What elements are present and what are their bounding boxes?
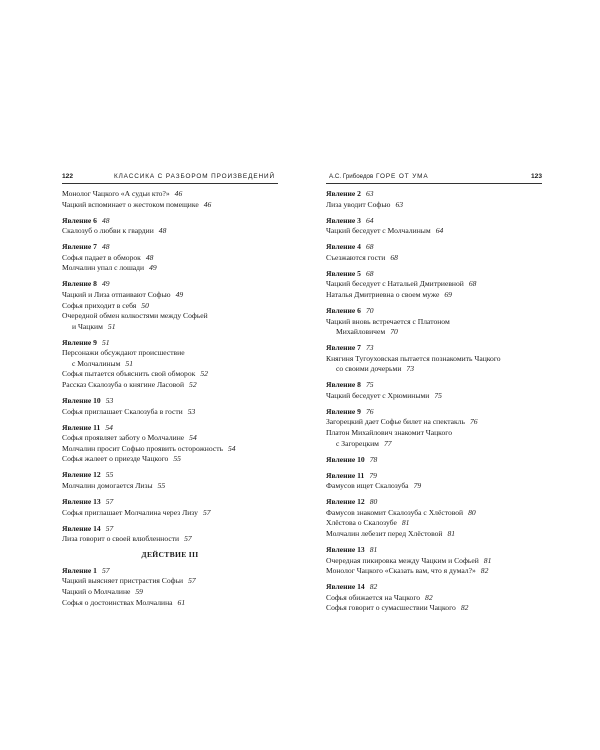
- scene-heading: [62, 279, 278, 290]
- entry-page-number: 80: [468, 507, 476, 517]
- entry-page-number: 61: [177, 597, 186, 607]
- scene-heading: [326, 455, 542, 466]
- entry-text: Молчалин лебезит перед Хлёстовой: [326, 528, 443, 538]
- toc-entry: [62, 454, 278, 465]
- entry-text: Княгиня Тугоуховская пытается познакомить Чацкого: [326, 353, 501, 363]
- toc-entry: [326, 364, 542, 375]
- entry-text: с Молчалиным: [72, 358, 121, 368]
- entry-text: Молчалин домогается Лизы: [62, 480, 153, 490]
- entry-page-number: 69: [444, 289, 452, 299]
- entry-text: Явление 3: [326, 215, 361, 225]
- entry-page-number: 55: [173, 454, 181, 464]
- scene-heading: [326, 306, 542, 317]
- entry-page-number: 82: [480, 566, 489, 576]
- entry-page-number: 52: [189, 380, 197, 390]
- entry-text: Софья пытается объяснить свой обморок: [62, 369, 196, 379]
- toc-entry: [326, 200, 542, 211]
- toc-entry: [62, 433, 278, 444]
- entry-text: Явление 1: [62, 565, 97, 575]
- toc-entry: [326, 226, 542, 237]
- entry-page-number: 68: [365, 242, 374, 252]
- toc-entry: [62, 587, 278, 598]
- entry-text: Чацкий вновь встречается с Платоном: [326, 316, 450, 326]
- entry-text: Явление 13: [62, 496, 101, 506]
- entry-page-number: 73: [406, 364, 414, 374]
- entry-text: Лиза уводит Софью: [326, 199, 391, 209]
- entry-text: со своими дочерьми: [336, 364, 402, 374]
- entry-page-number: 64: [365, 215, 374, 225]
- entry-text: ДЕЙСТВИЕ III: [141, 549, 199, 559]
- entry-text: Михайловичем: [336, 327, 386, 337]
- entry-page-number: 76: [365, 406, 374, 416]
- scene-heading: [62, 470, 278, 481]
- left-page: [62, 172, 278, 608]
- entry-text: Явление 5: [326, 268, 361, 278]
- toc-entry: [62, 226, 278, 237]
- toc-entry: [62, 290, 278, 301]
- entry-page-number: 57: [184, 534, 192, 544]
- toc-entry: [62, 369, 278, 380]
- toc-entry: [62, 576, 278, 587]
- entry-page-number: 55: [157, 480, 166, 490]
- toc-entry: [326, 354, 542, 365]
- entry-text: Явление 12: [326, 497, 365, 507]
- book-title: ГОРЕ ОТ УМА: [375, 173, 429, 180]
- entry-text: с Загорецким: [336, 438, 379, 448]
- entry-text: Явление 8: [62, 279, 97, 289]
- entry-page-number: 63: [395, 199, 404, 209]
- entry-page-number: 79: [413, 481, 422, 491]
- entry-page-number: 57: [105, 496, 114, 506]
- entry-text: Очередной обмен колкостями между Софьей: [62, 311, 208, 321]
- scene-heading: [326, 545, 542, 556]
- entry-page-number: 49: [149, 263, 157, 273]
- entry-page-number: 59: [135, 586, 143, 596]
- toc-entry: [326, 417, 542, 428]
- entry-page-number: 81: [483, 555, 492, 565]
- entry-page-number: 77: [383, 438, 392, 448]
- entry-text: Наталья Дмитриевна о своем муже: [326, 289, 440, 299]
- entry-text: и Чацким: [72, 321, 103, 331]
- entry-text: Явление 9: [62, 337, 97, 347]
- running-head-title-left: КЛАССИКА С РАЗБОРОМ ПРОИЗВЕДЕНИЙ: [113, 173, 275, 180]
- entry-text: Хлёстова о Скалозубе: [326, 518, 397, 528]
- entry-page-number: 51: [107, 321, 116, 331]
- entry-page-number: 48: [101, 215, 110, 225]
- act-heading: [62, 550, 278, 561]
- toc-entry: [326, 593, 542, 604]
- entry-page-number: 50: [141, 300, 149, 310]
- toc-entry: [326, 508, 542, 519]
- entry-page-number: 79: [369, 470, 377, 480]
- entry-page-number: 81: [447, 528, 456, 538]
- entry-text: Явление 4: [326, 242, 361, 252]
- entry-page-number: 63: [365, 189, 374, 198]
- scene-heading: [326, 216, 542, 227]
- running-head-right: [326, 172, 542, 184]
- entry-text: Явление 6: [326, 305, 361, 315]
- toc-entry: [62, 508, 278, 519]
- entry-text: Фамусов ищет Скалозуба: [326, 481, 409, 491]
- entry-page-number: 54: [228, 443, 236, 453]
- scene-heading: [326, 407, 542, 418]
- entry-page-number: 48: [158, 226, 167, 236]
- entry-text: Явление 7: [326, 343, 361, 353]
- entry-page-number: 81: [401, 518, 410, 528]
- toc-entry: [326, 428, 542, 439]
- toc-entry: [62, 359, 278, 370]
- entry-text: Монолог Чацкого «А судьи кто?»: [62, 189, 170, 198]
- entry-page-number: 46: [174, 189, 183, 198]
- entry-page-number: 70: [390, 327, 398, 337]
- entry-text: Молчалин просит Софью проявить осторожность: [62, 443, 223, 453]
- toc-entry: [326, 253, 542, 264]
- running-head-title-right: [329, 172, 429, 182]
- entry-page-number: 73: [365, 343, 374, 353]
- entry-text: Явление 10: [326, 454, 365, 464]
- entry-text: Чацкий выясняет пристрастия Софьи: [62, 576, 184, 586]
- entry-text: Чацкий беседует с Хрюмиными: [326, 390, 430, 400]
- entry-text: Загорецкий дает Софье билет на спектакль: [326, 417, 465, 427]
- entry-text: Явление 13: [326, 544, 365, 554]
- entry-text: Съезжаются гости: [326, 252, 386, 262]
- entry-page-number: 82: [369, 582, 378, 592]
- entry-page-number: 68: [468, 279, 477, 289]
- toc-entry: [62, 348, 278, 359]
- entry-page-number: 57: [101, 565, 110, 575]
- entry-text: Очередная пикировка между Чацким и Софьей: [326, 555, 479, 565]
- entry-text: Софья приглашает Скалозуба в гости: [62, 406, 183, 416]
- entry-text: Софья о достоинствах Молчалина: [62, 597, 173, 607]
- entry-text: Явление 9: [326, 406, 361, 416]
- entry-text: Чацкий вспоминает о жестоком помещике: [62, 199, 199, 209]
- entry-page-number: 75: [365, 380, 374, 390]
- toc-entry: [326, 518, 542, 529]
- entry-page-number: 57: [202, 507, 211, 517]
- entry-text: Чацкий беседует с Натальей Дмитриевной: [326, 279, 464, 289]
- scene-heading: [326, 497, 542, 508]
- toc-entry: [62, 444, 278, 455]
- entry-page-number: 57: [105, 523, 114, 533]
- toc-entry: [62, 311, 278, 322]
- entry-page-number: 76: [469, 417, 478, 427]
- entry-text: Явление 14: [326, 582, 365, 592]
- entry-page-number: 54: [189, 433, 197, 443]
- entry-page-number: 48: [145, 252, 154, 262]
- entry-text: Скалозуб о любви к гвардии: [62, 226, 154, 236]
- toc-entry: [326, 529, 542, 540]
- scene-heading: [62, 338, 278, 349]
- entry-text: Софья говорит о сумасшествии Чацкого: [326, 603, 456, 613]
- entry-text: Софья проявляет заботу о Молчалине: [62, 433, 185, 443]
- page-number-left: 122: [62, 173, 74, 180]
- entry-text: Явление 10: [62, 396, 101, 406]
- entry-text: Чацкий беседует с Молчалиным: [326, 226, 431, 236]
- entry-text: Софья приглашает Молчалина через Лизу: [62, 507, 198, 517]
- entry-page-number: 51: [125, 358, 133, 368]
- toc-entry: [62, 189, 278, 200]
- entry-page-number: 70: [365, 305, 374, 315]
- toc-entry: [326, 279, 542, 290]
- entry-page-number: 68: [365, 268, 374, 278]
- entry-text: Фамусов знакомит Скалозуба с Хлёстовой: [326, 507, 464, 517]
- toc-entry: [326, 327, 542, 338]
- toc-entry: [62, 263, 278, 274]
- toc-entry: [62, 534, 278, 545]
- entry-text: Софья падает в обморок: [62, 252, 141, 262]
- entry-page-number: 53: [105, 396, 114, 406]
- toc-entry: [326, 556, 542, 567]
- toc-entry: [62, 301, 278, 312]
- scene-heading: [326, 242, 542, 253]
- scene-heading: [62, 242, 278, 253]
- toc-list-right: [326, 189, 542, 614]
- entry-page-number: 46: [203, 199, 212, 209]
- toc-entry: [62, 407, 278, 418]
- toc-entry: [326, 391, 542, 402]
- toc-entry: [62, 322, 278, 333]
- entry-text: Рассказ Скалозуба о княгине Ласовой: [62, 380, 185, 390]
- entry-page-number: 80: [369, 497, 378, 507]
- entry-page-number: 68: [390, 252, 398, 262]
- scene-heading: [62, 497, 278, 508]
- scene-heading: [62, 396, 278, 407]
- entry-text: Софья обижается на Чацкого: [326, 592, 421, 602]
- entry-page-number: 52: [200, 369, 208, 379]
- scene-heading: [326, 380, 542, 391]
- toc-entry: [62, 481, 278, 492]
- entry-text: Чацкий и Лиза отпаивают Софью: [62, 289, 171, 299]
- entry-text: Монолог Чацкого «Сказать вам, что я думал?»: [326, 566, 476, 576]
- scene-heading: [62, 216, 278, 227]
- entry-page-number: 48: [101, 242, 110, 252]
- toc-entry: [62, 380, 278, 391]
- running-head-left: [62, 172, 278, 184]
- entry-text: Явление 12: [62, 470, 101, 480]
- entry-text: Явление 2: [326, 189, 361, 198]
- entry-page-number: 53: [187, 406, 196, 416]
- scene-heading: [62, 566, 278, 577]
- entry-page-number: 57: [188, 576, 196, 586]
- entry-page-number: 55: [105, 470, 114, 480]
- toc-entry: [62, 253, 278, 264]
- author-name: А.С. Грибоедов: [329, 173, 374, 180]
- entry-page-number: 54: [105, 422, 113, 432]
- entry-page-number: 78: [369, 454, 378, 464]
- entry-page-number: 64: [435, 226, 444, 236]
- toc-entry: [326, 566, 542, 577]
- toc-entry: [326, 290, 542, 301]
- page-number-right: 123: [530, 173, 542, 180]
- entry-text: Софья жалеет о приезде Чацкого: [62, 454, 169, 464]
- toc-entry: [326, 481, 542, 492]
- scene-heading: [326, 582, 542, 593]
- scene-heading: [326, 269, 542, 280]
- entry-text: Молчалин упал с лошади: [62, 263, 145, 273]
- entry-page-number: 81: [369, 544, 378, 554]
- scene-heading: [326, 343, 542, 354]
- toc-entry: [62, 598, 278, 609]
- entry-page-number: 49: [101, 279, 110, 289]
- entry-page-number: 82: [425, 592, 433, 602]
- entry-text: Чацкий о Молчалине: [62, 586, 131, 596]
- entry-page-number: 75: [434, 390, 442, 400]
- toc-list-left: [62, 189, 278, 608]
- entry-text: Явление 7: [62, 242, 97, 252]
- toc-entry: [62, 200, 278, 211]
- entry-text: Явление 11: [326, 470, 365, 480]
- entry-page-number: 51: [101, 337, 110, 347]
- entry-text: Персонажи обсуждают происшествие: [62, 348, 185, 358]
- scene-heading: [62, 524, 278, 535]
- entry-text: Явление 11: [62, 422, 101, 432]
- entry-text: Софья приходит в себя: [62, 300, 137, 310]
- toc-entry: [326, 439, 542, 450]
- entry-text: Явление 6: [62, 215, 97, 225]
- entry-page-number: 82: [460, 603, 469, 613]
- entry-text: Явление 8: [326, 380, 361, 390]
- scene-heading: [326, 189, 542, 200]
- toc-entry: [326, 317, 542, 328]
- scene-heading: [326, 471, 542, 482]
- entry-text: Лиза говорит о своей влюбленности: [62, 534, 180, 544]
- scene-heading: [62, 423, 278, 434]
- entry-text: Платон Михайлович знакомит Чацкого: [326, 428, 452, 438]
- right-page: [326, 172, 542, 614]
- entry-text: Явление 14: [62, 523, 101, 533]
- entry-page-number: 49: [175, 289, 184, 299]
- toc-entry: [326, 603, 542, 614]
